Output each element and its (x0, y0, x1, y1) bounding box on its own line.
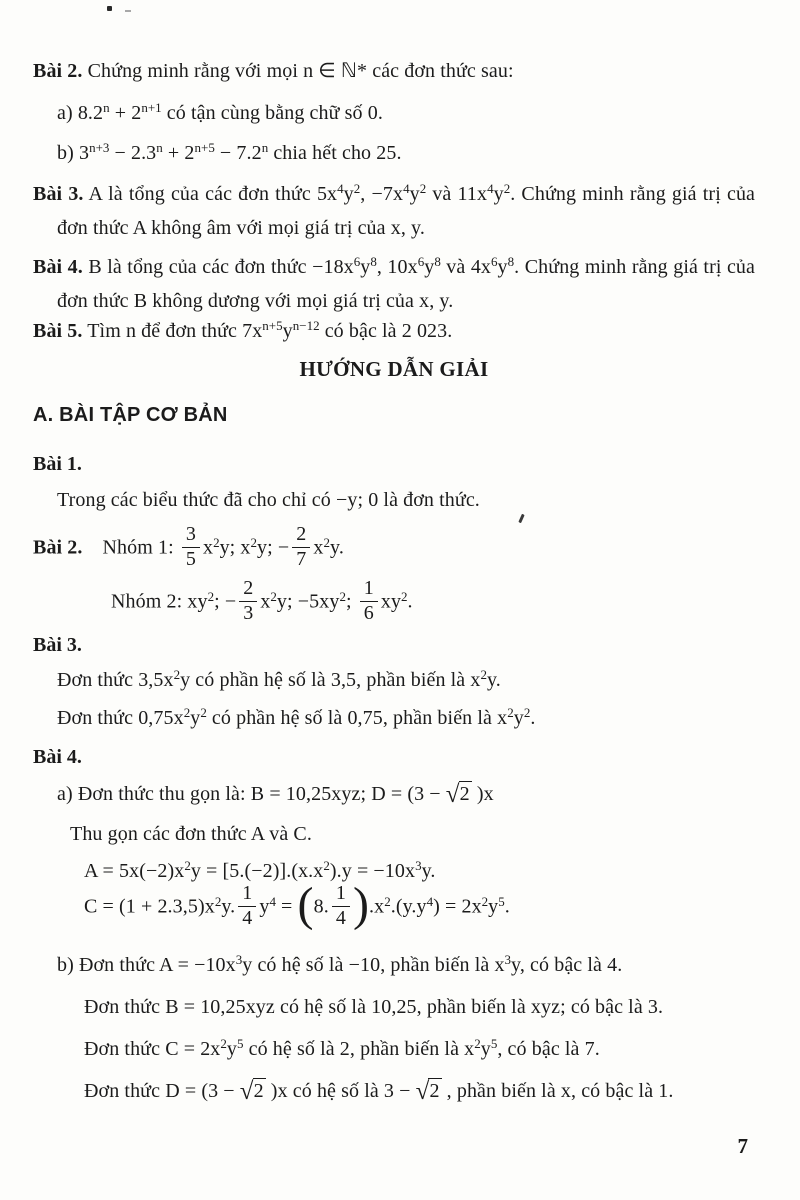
solution-1-label: Bài 1. (33, 453, 82, 475)
fraction: $\frac{1}{4}$ (332, 883, 350, 929)
exercise-2-title: Bài 2. Chứng minh rằng với mọi n ∈ ℕ* các đơn thức sau: (33, 60, 514, 82)
page-content (33, 58, 755, 1118)
solution-4-item-b-monomial-b: Đơn thức B = 10,25xyz có hệ số là 10,25, phần biến là xyz; có bậc là 3. (84, 995, 664, 1018)
scan-artifact-dash (125, 10, 131, 12)
solution-3-label: Bài 3. (33, 634, 82, 657)
solution-4-item-b-monomial-c: Đơn thức $C = 2x^2y^5$ có hệ số là 2, phần biến là $x^2y^5$, có bậc là 7. (84, 1035, 600, 1060)
solution-2-group-1: Bài 2. Nhóm 1: $\frac{3}{5}$ $x^2y$; $x^2y$; − $\frac{2}{7}$ $x^2y$. (33, 523, 344, 570)
exercise-2-item-a: a) $8.2^n + 2^{n+1}$ có tận cùng bằng chữ số 0. (57, 100, 383, 124)
solution-4-equation-c: $C = (1 + 2.3,5)x^2y$. $\frac{1}{4}$ $y^4 = (8$. $\frac{1}{4}$ )$.x^2.(y.y^4) = 2x^2y^5$. (84, 878, 510, 932)
solution-4-item-b-monomial-d: Đơn thức D = (3 − √2 )x có hệ số là 3 − √2 , phần biến là x, có bậc là 1. (84, 1077, 674, 1105)
solution-4-equation-a: $A = 5x(-2)x^2y = [5.(-2)].(x.x^2).y = -10x^3y$. (84, 858, 436, 883)
exercise-2-item-b: b) $3^{n+3} - 2.3^n + 2^{n+5} - 7.2^n$ chia hết cho 25. (57, 140, 402, 164)
square-root: √2 (239, 1077, 264, 1105)
exercise-3-paragraph: Bài 3. A là tổng của các đơn thức $5x^4y^2$, $-7x^4y^2$ và $11x^4y^2$. Chứng minh rằng giá trị của đơn thức A không âm với mọi giá trị của x, y. (33, 181, 756, 239)
solution-2-group-2: Nhóm 2: $xy^2$; − $\frac{2}{3}$ $x^2y$; $-5xy^2$; $\frac{1}{6}$ $xy^2$. (111, 577, 413, 624)
solution-4-reduce-note: Thu gọn các đơn thức A và C. (70, 823, 312, 846)
page-number: 7 (737, 1134, 748, 1158)
square-root: √2 (415, 1077, 440, 1105)
big-parenthesis: ( (297, 878, 314, 932)
fraction: $\frac{2}{3}$ (239, 578, 257, 624)
solution-1-text: Trong các biểu thức đã cho chỉ có −y; 0 là đơn thức. (57, 489, 480, 511)
section-a-heading: A. BÀI TẬP CƠ BẢN (33, 404, 228, 426)
exercise-4-paragraph: Bài 4. B là tổng của các đơn thức $-18x^6y^8$, $10x^6y^8$ và $4x^6y^8$. Chứng minh rằng giá trị của đơn thức B không dương với mọi giá trị của x, y. (33, 254, 755, 312)
fraction: $\frac{2}{7}$ (292, 524, 310, 570)
big-parenthesis: ) (352, 878, 370, 932)
solutions-heading: HƯỚNG DẪN GIẢI (299, 357, 489, 381)
solution-4-item-a: a) Đơn thức thu gọn là: B = 10,25xyz; D = (3 − √2 )x (57, 781, 494, 809)
solution-4-label: Bài 4. (33, 746, 82, 769)
scan-artifact-dot (107, 6, 112, 11)
solution-3-line-2: Đơn thức $0,75x^2y^2$ có phần hệ số là 0,75, phần biến là $x^2y^2$. (57, 705, 536, 730)
solution-4-item-b-monomial-a: b) Đơn thức $A = -10x^3y$ có hệ số là −10, phần biến là $x^3y$, có bậc là 4. (57, 951, 623, 976)
exercise-5-line: Bài 5. Tìm n để đơn thức $7x^{n+5}y^{n-12}$ có bậc là 2 023. (33, 318, 453, 342)
solution-3-line-1: Đơn thức $3,5x^2y$ có phần hệ số là 3,5, phần biến là $x^2y$. (57, 667, 501, 692)
fraction: $\frac{1}{6}$ (360, 578, 378, 624)
square-root: √2 (445, 781, 470, 809)
fraction: $\frac{1}{4}$ (238, 883, 256, 929)
fraction: $\frac{3}{5}$ (182, 524, 200, 570)
